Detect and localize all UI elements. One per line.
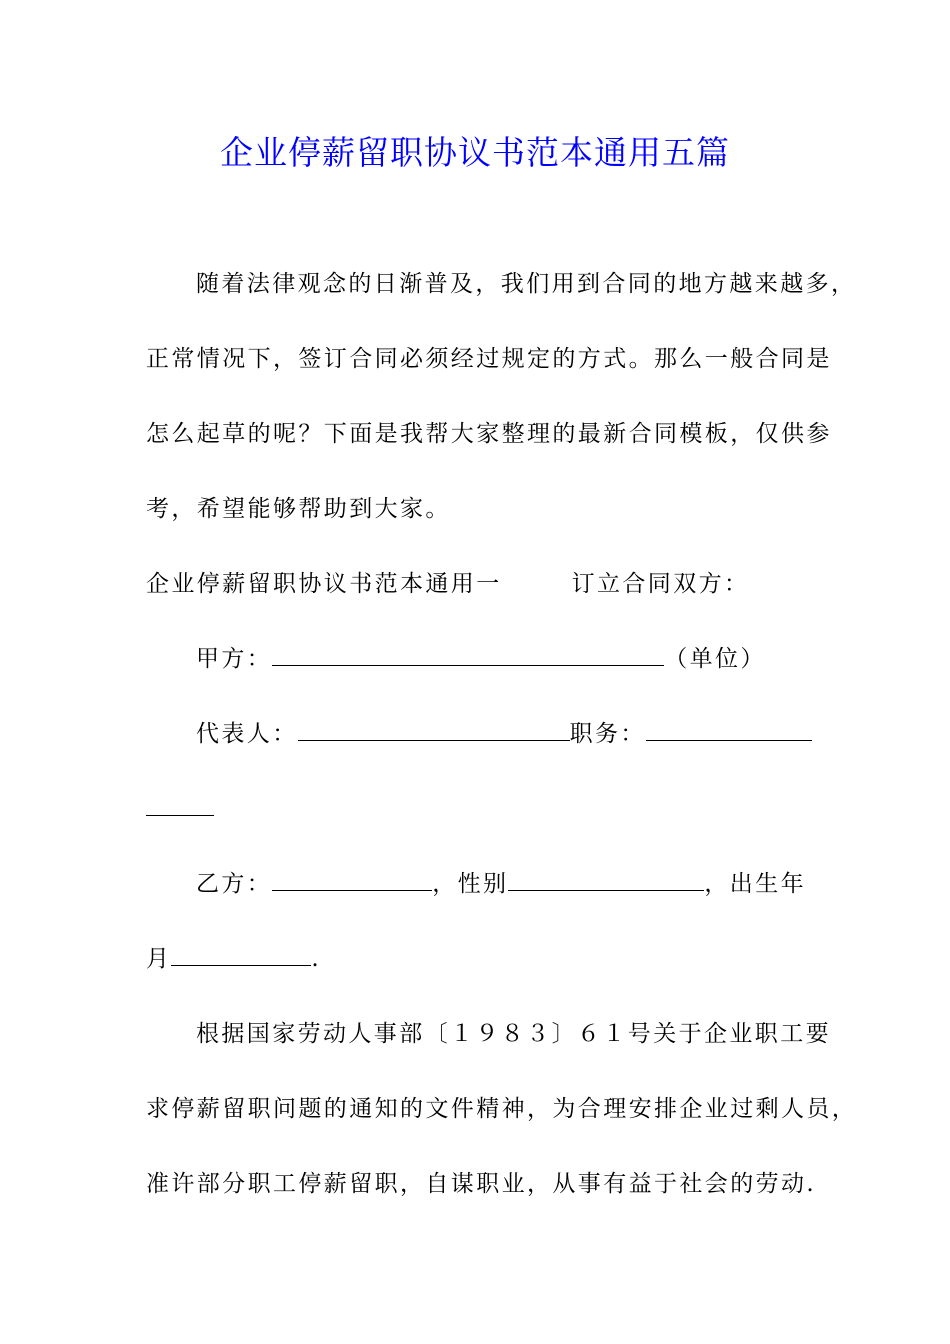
representative-label: 代表人： xyxy=(196,721,298,747)
body-line-1: 根据国家劳动人事部〔１９８３〕６１号关于企业职工要 xyxy=(196,1021,831,1047)
party-a-line xyxy=(196,639,876,679)
gender-label: ，性别 xyxy=(432,871,509,897)
party-a-blank[interactable] xyxy=(272,639,664,666)
position-blank[interactable] xyxy=(646,714,812,741)
party-b-line xyxy=(196,864,876,904)
birth-end: . xyxy=(311,946,322,972)
intro-line-2: 正常情况下，签订合同必须经过规定的方式。那么一般合同是 xyxy=(146,346,832,372)
intro-line-1: 随着法律观念的日渐普及，我们用到合同的地方越来越多， xyxy=(196,271,857,297)
intro-line-4: 考，希望能够帮助到大家。 xyxy=(146,496,451,522)
party-b-blank[interactable] xyxy=(272,864,432,891)
birth-label: ，出生年 xyxy=(704,871,807,897)
position-blank-continued-line xyxy=(146,789,826,829)
representative-blank[interactable] xyxy=(298,714,570,741)
section-heading: 企业停薪留职协议书范本通用一 xyxy=(146,571,502,597)
section-parties-label: 订立合同双方： xyxy=(571,571,750,597)
birth-month-blank[interactable] xyxy=(171,939,311,966)
document-title: 企业停薪留职协议书范本通用五篇 xyxy=(220,133,730,172)
party-b-label: 乙方： xyxy=(196,871,273,897)
position-label: 职务： xyxy=(569,721,646,747)
birth-month-label: 月 xyxy=(146,946,172,972)
intro-line-3: 怎么起草的呢？下面是我帮大家整理的最新合同模板，仅供参 xyxy=(146,421,832,447)
party-a-label: 甲方： xyxy=(196,646,273,672)
section-heading-line xyxy=(146,564,826,604)
representative-line xyxy=(196,714,876,754)
party-a-suffix: （单位） xyxy=(664,646,766,672)
birth-month-line xyxy=(146,939,826,979)
body-line-3: 准许部分职工停薪留职，自谋职业，从事有益于社会的劳动. xyxy=(146,1171,817,1197)
position-blank-continued[interactable] xyxy=(146,789,214,816)
gender-blank[interactable] xyxy=(508,864,704,891)
body-line-2: 求停薪留职问题的通知的文件精神，为合理安排企业过剩人员， xyxy=(146,1096,858,1122)
